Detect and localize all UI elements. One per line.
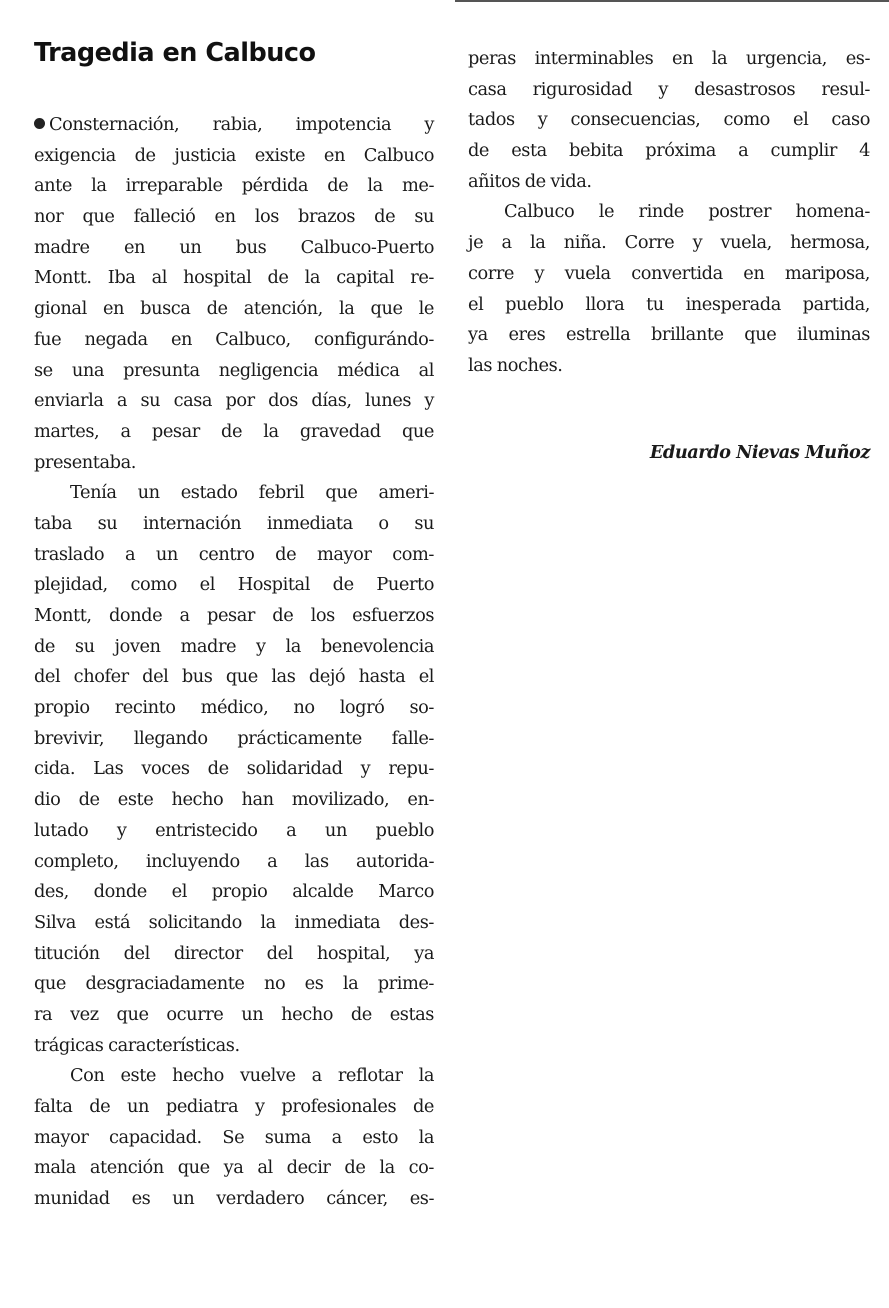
text-line: añitos de vida. — [468, 170, 592, 192]
text-line: martes, a pesar de la gravedad que — [34, 420, 434, 442]
text-line: cida. Las voces de solidaridad y repu- — [34, 758, 434, 780]
text-line: que desgraciadamente no es la prime- — [34, 973, 434, 995]
text-line: Montt, donde a pesar de los esfuerzos — [34, 605, 434, 626]
text-line: completo, incluyendo a las autorida- — [34, 850, 434, 872]
text-line: dio de este hecho han movilizado, en- — [34, 789, 434, 811]
text-line: brevivir, llegando prácticamente falle- — [34, 727, 434, 749]
text-line: mayor capacidad. Se suma a esto la — [34, 1126, 434, 1148]
text-line: je a la niña. Corre y vuela, hermosa, — [468, 232, 870, 254]
text-line: exigencia de justicia existe en Calbuco — [34, 144, 434, 166]
text-line: titución del director del hospital, ya — [34, 942, 434, 964]
text-line: ante la irreparable pérdida de la me- — [34, 175, 434, 197]
left-column-body — [34, 110, 434, 1215]
text-line: fue negada en Calbuco, configurándo- — [34, 328, 434, 350]
text-line: falta de un pediatra y profesionales de — [34, 1096, 434, 1117]
text-line: Con este hecho vuelve a reflotar la — [70, 1065, 434, 1087]
text-line: madre en un bus Calbuco-Puerto — [34, 236, 434, 258]
text-line: propio recinto médico, no logró so- — [34, 697, 434, 719]
right-column-body — [468, 44, 870, 382]
text-line: mala atención que ya al decir de la co- — [34, 1157, 434, 1179]
text-line: ra vez que ocurre un hecho de estas — [34, 1003, 434, 1025]
text-line: peras interminables en la urgencia, es- — [468, 48, 870, 69]
text-line: taba su internación inmediata o su — [34, 512, 434, 534]
text-line: nor que falleció en los brazos de su — [34, 206, 434, 228]
text-line: de su joven madre y la benevolencia — [34, 635, 434, 657]
text-line: se una presunta negligencia médica al — [34, 359, 434, 381]
text-line: enviarla a su casa por dos días, lunes y — [34, 390, 434, 412]
text-line: Montt. Iba al hospital de la capital re- — [34, 267, 434, 289]
text-line: lutado y entristecido a un pueblo — [34, 819, 434, 841]
text-line: ya eres estrella brillante que iluminas — [468, 324, 870, 346]
text-line: el pueblo llora tu inesperada partida, — [468, 293, 870, 315]
text-line: corre y vuela convertida en mariposa, — [468, 262, 870, 284]
text-line: casa rigurosidad y desastrosos resul- — [468, 78, 870, 100]
column-top-rule — [455, 0, 889, 2]
author-signature: Eduardo Nievas Muñoz — [649, 442, 870, 463]
article-headline: Tragedia en Calbuco — [34, 38, 316, 68]
text-line: des, donde el propio alcalde Marco — [34, 881, 434, 903]
text-line: de esta bebita próxima a cumplir 4 — [468, 140, 870, 162]
text-line: trágicas características. — [34, 1034, 240, 1056]
bullet-icon — [34, 118, 45, 129]
text-line: Calbuco le rinde postrer homena- — [504, 201, 870, 223]
text-line: Silva está solicitando la inmediata des- — [34, 911, 434, 933]
text-line: tados y consecuencias, como el caso — [468, 109, 870, 131]
text-line: Consternación, rabia, impotencia y — [34, 110, 434, 141]
text-line: presentaba. — [34, 451, 136, 473]
text-line: munidad es un verdadero cáncer, es- — [34, 1188, 434, 1210]
text-line: Tenía un estado febril que ameri- — [70, 482, 434, 504]
text-line: gional en busca de atención, la que le — [34, 298, 434, 320]
text-line: traslado a un centro de mayor com- — [34, 543, 434, 565]
text-line: las noches. — [468, 354, 563, 376]
text-line: plejidad, como el Hospital de Puerto — [34, 574, 434, 596]
text-line: del chofer del bus que las dejó hasta el — [34, 666, 434, 688]
